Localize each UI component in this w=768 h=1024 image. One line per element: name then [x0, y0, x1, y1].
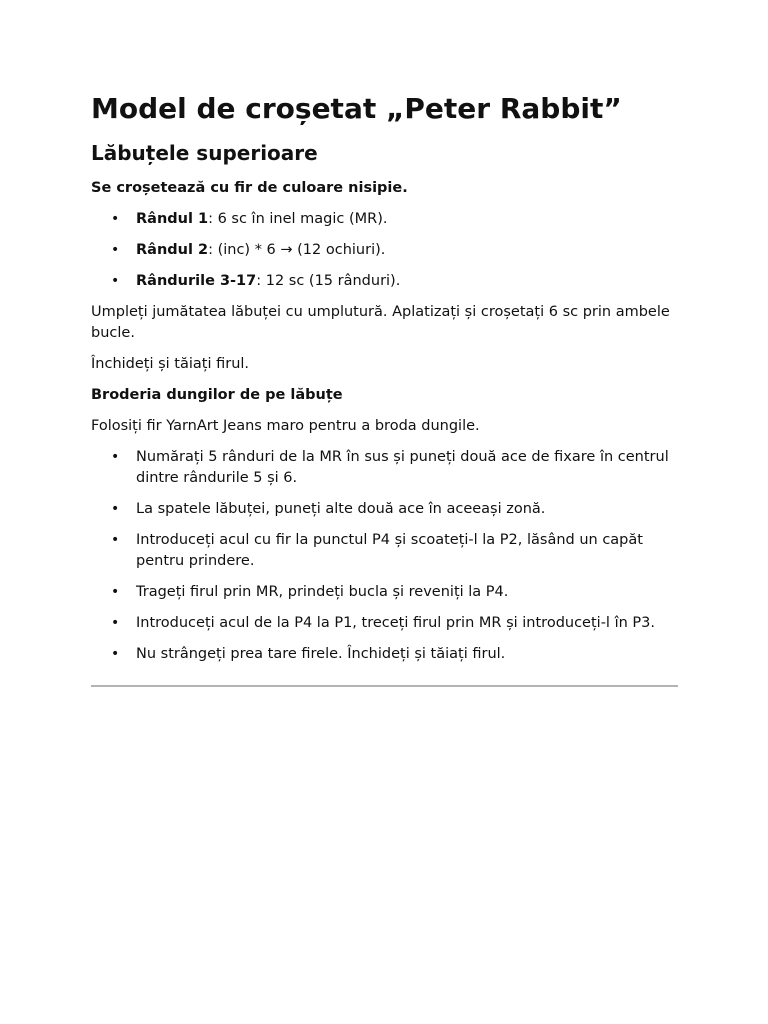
section-intro: Se croșetează cu fir de culoare nisipie.: [91, 180, 408, 196]
row-text: : (inc) * 6 → (12 ochiuri).: [208, 242, 386, 258]
section-heading: Lăbuțele superioare: [91, 141, 318, 165]
bullet-icon: •: [111, 211, 120, 227]
page-title: Model de croșetat „Peter Rabbit”: [91, 92, 622, 125]
rows-list: [91, 209, 678, 292]
row-text: : 12 sc (15 rânduri).: [256, 273, 401, 289]
list-item: [91, 271, 678, 292]
embroidery-heading: Broderia dungilor de pe lăbuțe: [91, 387, 343, 403]
bullet-icon: •: [111, 646, 120, 662]
list-item: [91, 209, 678, 230]
bullet-icon: •: [111, 449, 120, 465]
step-text: Trageți firul prin MR, prindeți bucla și reveniți la P4.: [136, 584, 509, 600]
list-item: [91, 582, 678, 603]
row-label: Rândul 1: [136, 211, 209, 227]
list-item: [91, 644, 678, 665]
horizontal-divider: [91, 685, 678, 687]
list-item: [91, 240, 678, 261]
bullet-icon: •: [111, 584, 120, 600]
bullet-icon: •: [111, 501, 120, 517]
bullet-icon: •: [111, 532, 120, 548]
step-text: Introduceți acul cu fir la punctul P4 și scoateți-l la P2, lăsând un capăt pentru prindere.: [136, 532, 643, 569]
document-body: [91, 178, 678, 675]
step-text: Introduceți acul de la P4 la P1, treceți firul prin MR și introduceți-l în P3.: [136, 615, 655, 631]
list-item: [91, 613, 678, 634]
bullet-icon: •: [111, 615, 120, 631]
embroidery-intro: Folosiți fir YarnArt Jeans maro pentru a broda dungile.: [91, 418, 480, 434]
stuffing-paragraph: Umpleți jumătatea lăbuței cu umplutură. Aplatizați și croșetați 6 sc prin ambele bucle.: [91, 304, 670, 341]
bullet-icon: •: [111, 242, 120, 258]
list-item: [91, 499, 678, 520]
embroidery-steps-list: [91, 447, 678, 665]
row-label: Rândul 2: [136, 242, 209, 258]
step-text: La spatele lăbuței, puneți alte două ace în aceeași zonă.: [136, 501, 546, 517]
step-text: Nu strângeți prea tare firele. Închideți și tăiați firul.: [136, 646, 506, 662]
row-label: Rândurile 3-17: [136, 273, 257, 289]
closing-paragraph: Închideți și tăiați firul.: [91, 356, 250, 372]
bullet-icon: •: [111, 273, 120, 289]
step-text: Numărați 5 rânduri de la MR în sus și puneți două ace de fixare în centrul dintre rândurile 5 și 6.: [136, 449, 669, 486]
list-item: [91, 530, 678, 572]
list-item: [91, 447, 678, 489]
row-text: : 6 sc în inel magic (MR).: [208, 211, 388, 227]
